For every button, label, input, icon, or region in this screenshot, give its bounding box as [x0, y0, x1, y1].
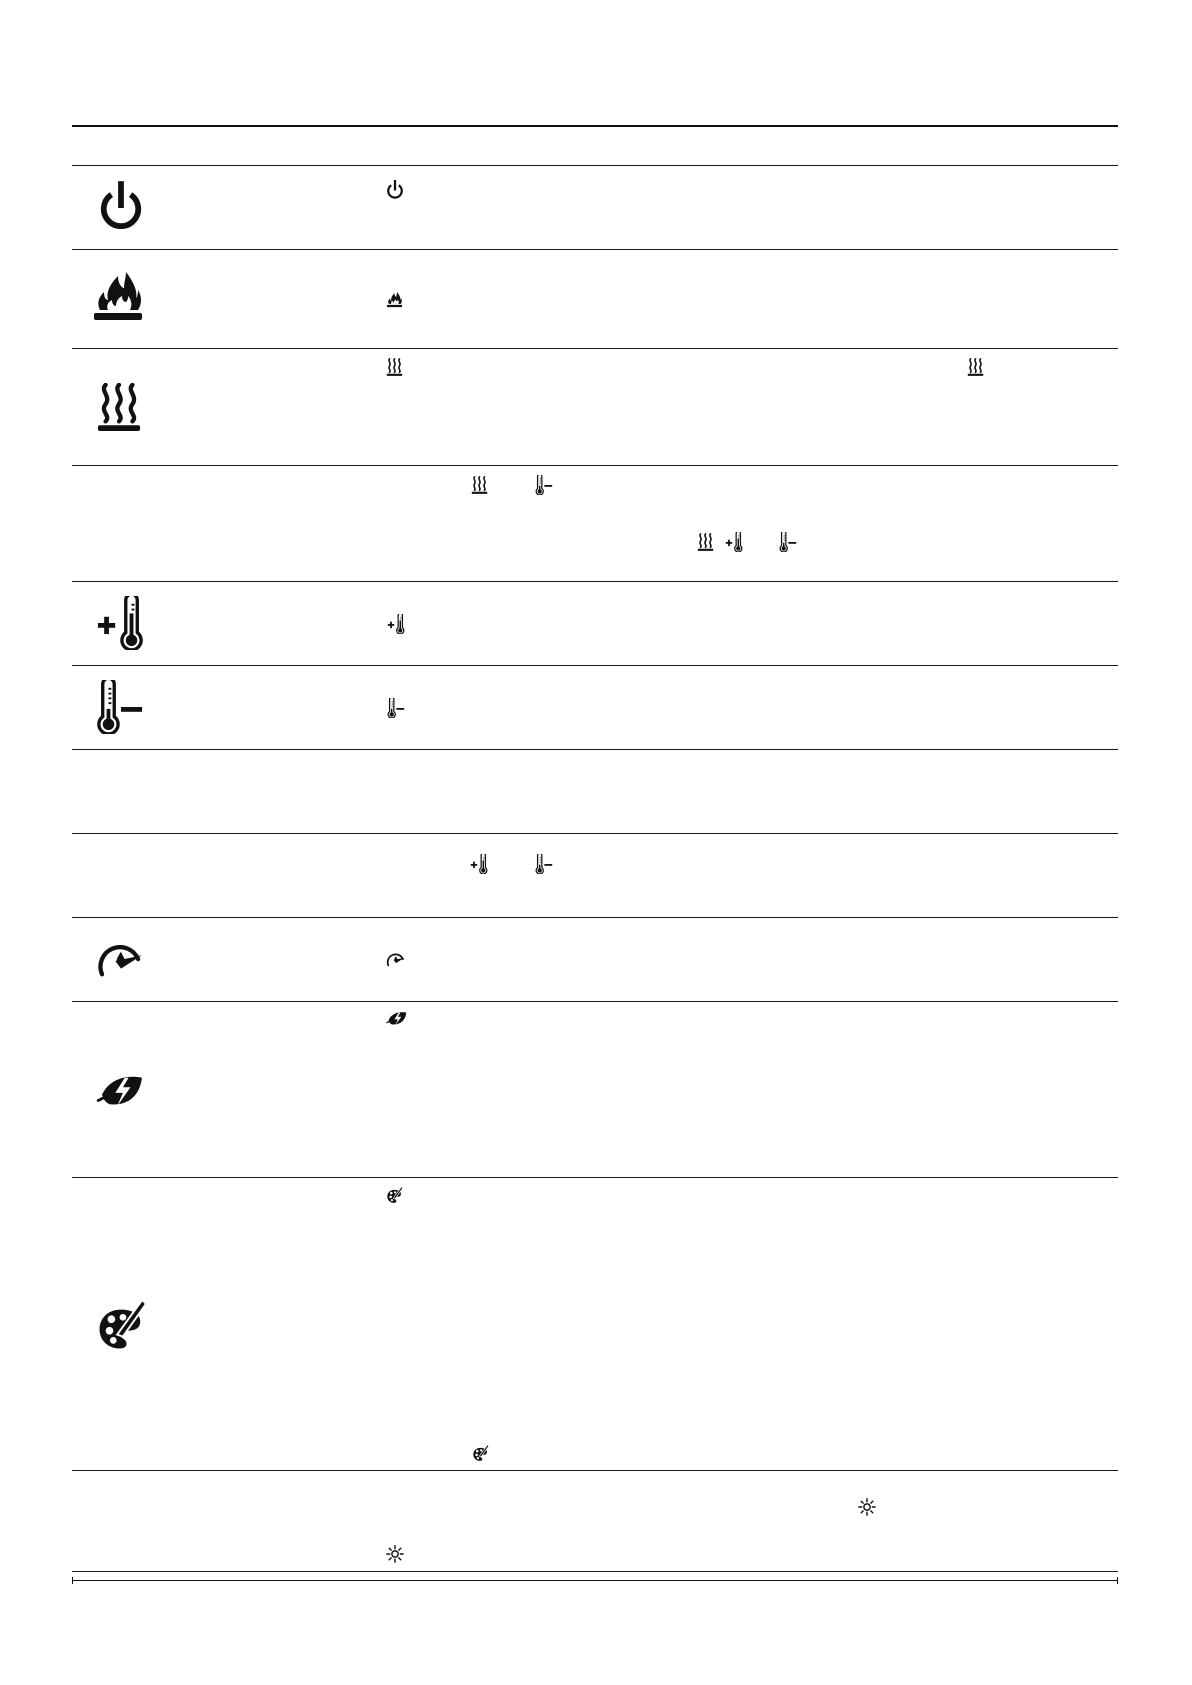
- thermometer-minus-icon: [778, 532, 798, 552]
- table-row: [72, 466, 1118, 581]
- power-icon: [98, 180, 144, 236]
- flame-icon: [92, 266, 144, 326]
- thermometer-minus-icon: [534, 475, 554, 495]
- boost-gauge-icon: [96, 942, 146, 980]
- power-icon: [386, 180, 404, 201]
- table-row: [72, 750, 1118, 833]
- palette-icon: [96, 1298, 146, 1352]
- thermometer-plus-icon: [469, 854, 489, 874]
- table-row: [72, 918, 1118, 1001]
- table-row: [72, 1002, 1118, 1177]
- palette-icon: [386, 1186, 403, 1204]
- boost-gauge-icon: [386, 952, 406, 968]
- light-icon: [386, 1545, 404, 1563]
- table-bottom-rule: [72, 1571, 1118, 1572]
- table-row: [72, 666, 1118, 749]
- page-footer-bar: [72, 1580, 1118, 1581]
- palette-icon: [472, 1444, 489, 1462]
- table-row: [72, 166, 1118, 249]
- table-row: [72, 250, 1118, 348]
- table-row: [72, 582, 1118, 665]
- table-row: [72, 1178, 1118, 1470]
- eco-leaf-icon: [386, 1010, 408, 1027]
- warming-icon: [471, 476, 488, 494]
- thermometer-minus-icon: [534, 854, 554, 874]
- thermometer-plus-icon: [96, 596, 144, 650]
- warming-icon: [697, 533, 714, 551]
- thermometer-plus-icon: [386, 614, 406, 634]
- table-row: [72, 834, 1118, 917]
- warming-icon: [967, 358, 984, 376]
- table-row: [72, 349, 1118, 465]
- table-top-rule: [72, 125, 1118, 127]
- thermometer-minus-icon: [386, 698, 406, 718]
- flame-icon: [386, 290, 403, 309]
- warming-icon: [96, 383, 142, 431]
- light-icon: [858, 1498, 876, 1516]
- thermometer-minus-icon: [96, 680, 144, 734]
- warming-icon: [386, 358, 403, 376]
- eco-leaf-icon: [96, 1072, 146, 1110]
- table-row: [72, 1471, 1118, 1571]
- thermometer-plus-icon: [724, 532, 744, 552]
